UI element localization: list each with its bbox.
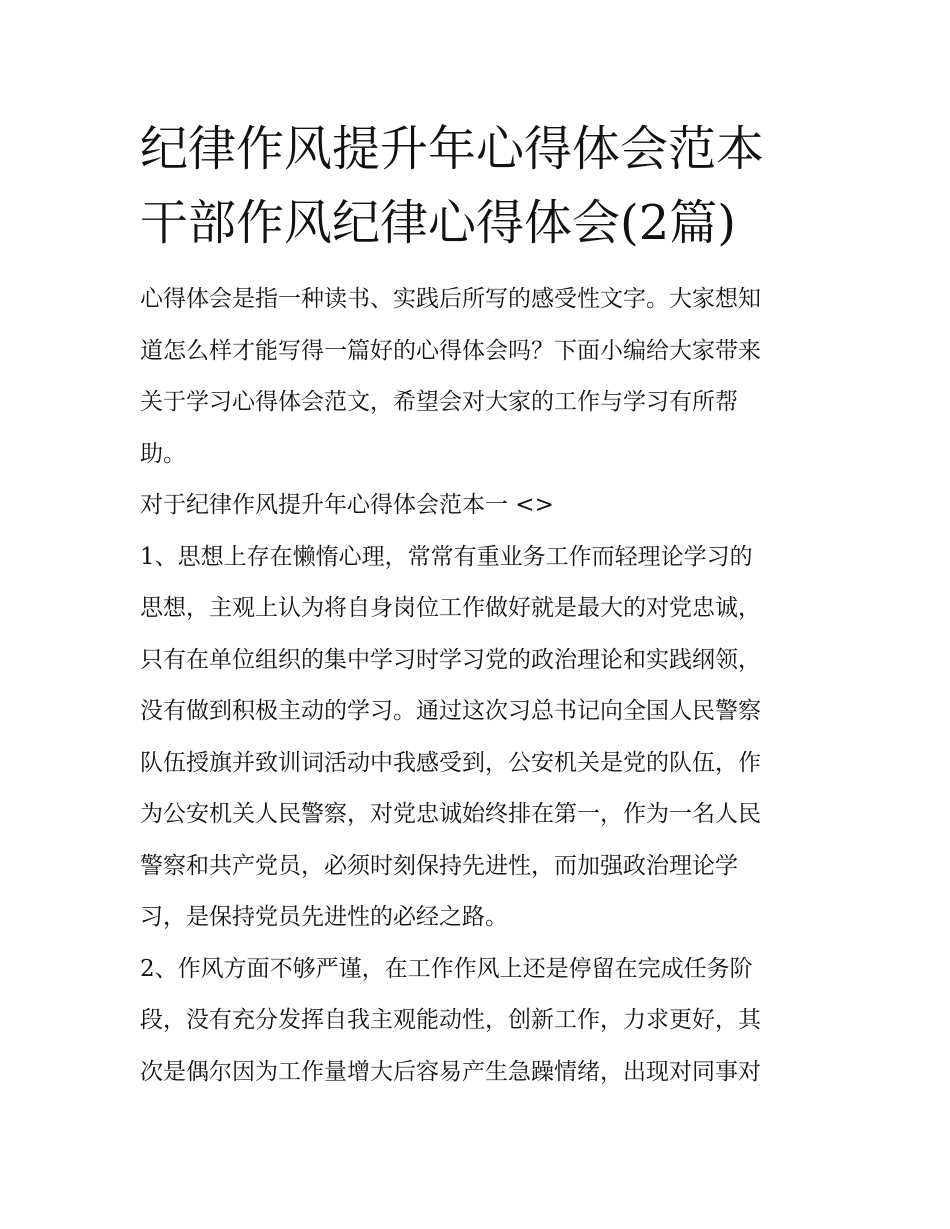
text-line: 道怎么样才能写得一篇好的心得体会吗？下面小编给大家带来 xyxy=(140,337,761,364)
text-line: 只有在单位组织的集中学习时学习党的政治理论和实践纲领， xyxy=(140,646,761,673)
text-line: 思想，主观上认为将自身岗位工作做好就是最大的对党忠诚， xyxy=(140,595,761,621)
text-line: 对于纪律作风提升年心得体会范本一 <> xyxy=(140,492,554,518)
text-line: 没有做到积极主动的学习。通过这次习总书记向全国人民警察 xyxy=(140,698,761,724)
text-line: 警察和共产党员，必须时刻保持先进性，而加强政治理论学 xyxy=(140,852,738,879)
text-line: 段，没有充分发挥自我主观能动性，创新工作，力求更好，其 xyxy=(140,1007,761,1033)
text-line: 2、作风方面不够严谨，在工作作风上还是停留在完成任务阶 xyxy=(140,955,753,982)
text-line: 为公安机关人民警察，对党忠诚始终排在第一，作为一名人民 xyxy=(140,801,761,827)
section-heading xyxy=(140,480,820,532)
text-line: 助。 xyxy=(140,440,186,467)
document-body xyxy=(140,274,820,1098)
document-title xyxy=(140,112,820,260)
text-line: 1、思想上存在懒惰心理，常常有重业务工作而轻理论学习的 xyxy=(140,543,753,570)
point-1-paragraph xyxy=(140,532,820,944)
title-line-2: 干部作风纪律心得体会(2篇) xyxy=(140,195,736,251)
text-line: 关于学习心得体会范文，希望会对大家的工作与学习有所帮 xyxy=(140,389,738,415)
text-line: 心得体会是指一种读书、实践后所写的感受性文字。大家想知 xyxy=(140,286,761,312)
text-line: 习，是保持党员先进性的必经之路。 xyxy=(140,904,508,930)
intro-paragraph xyxy=(140,274,820,480)
text-line: 次是偶尔因为工作量增大后容易产生急躁情绪，出现对同事对 xyxy=(140,1058,761,1085)
point-2-paragraph xyxy=(140,944,820,1099)
document-content xyxy=(140,112,820,1098)
title-line-1: 纪律作风提升年心得体会范本 xyxy=(140,121,765,177)
text-line: 队伍授旗并致训词活动中我感受到，公安机关是党的队伍，作 xyxy=(140,749,761,776)
